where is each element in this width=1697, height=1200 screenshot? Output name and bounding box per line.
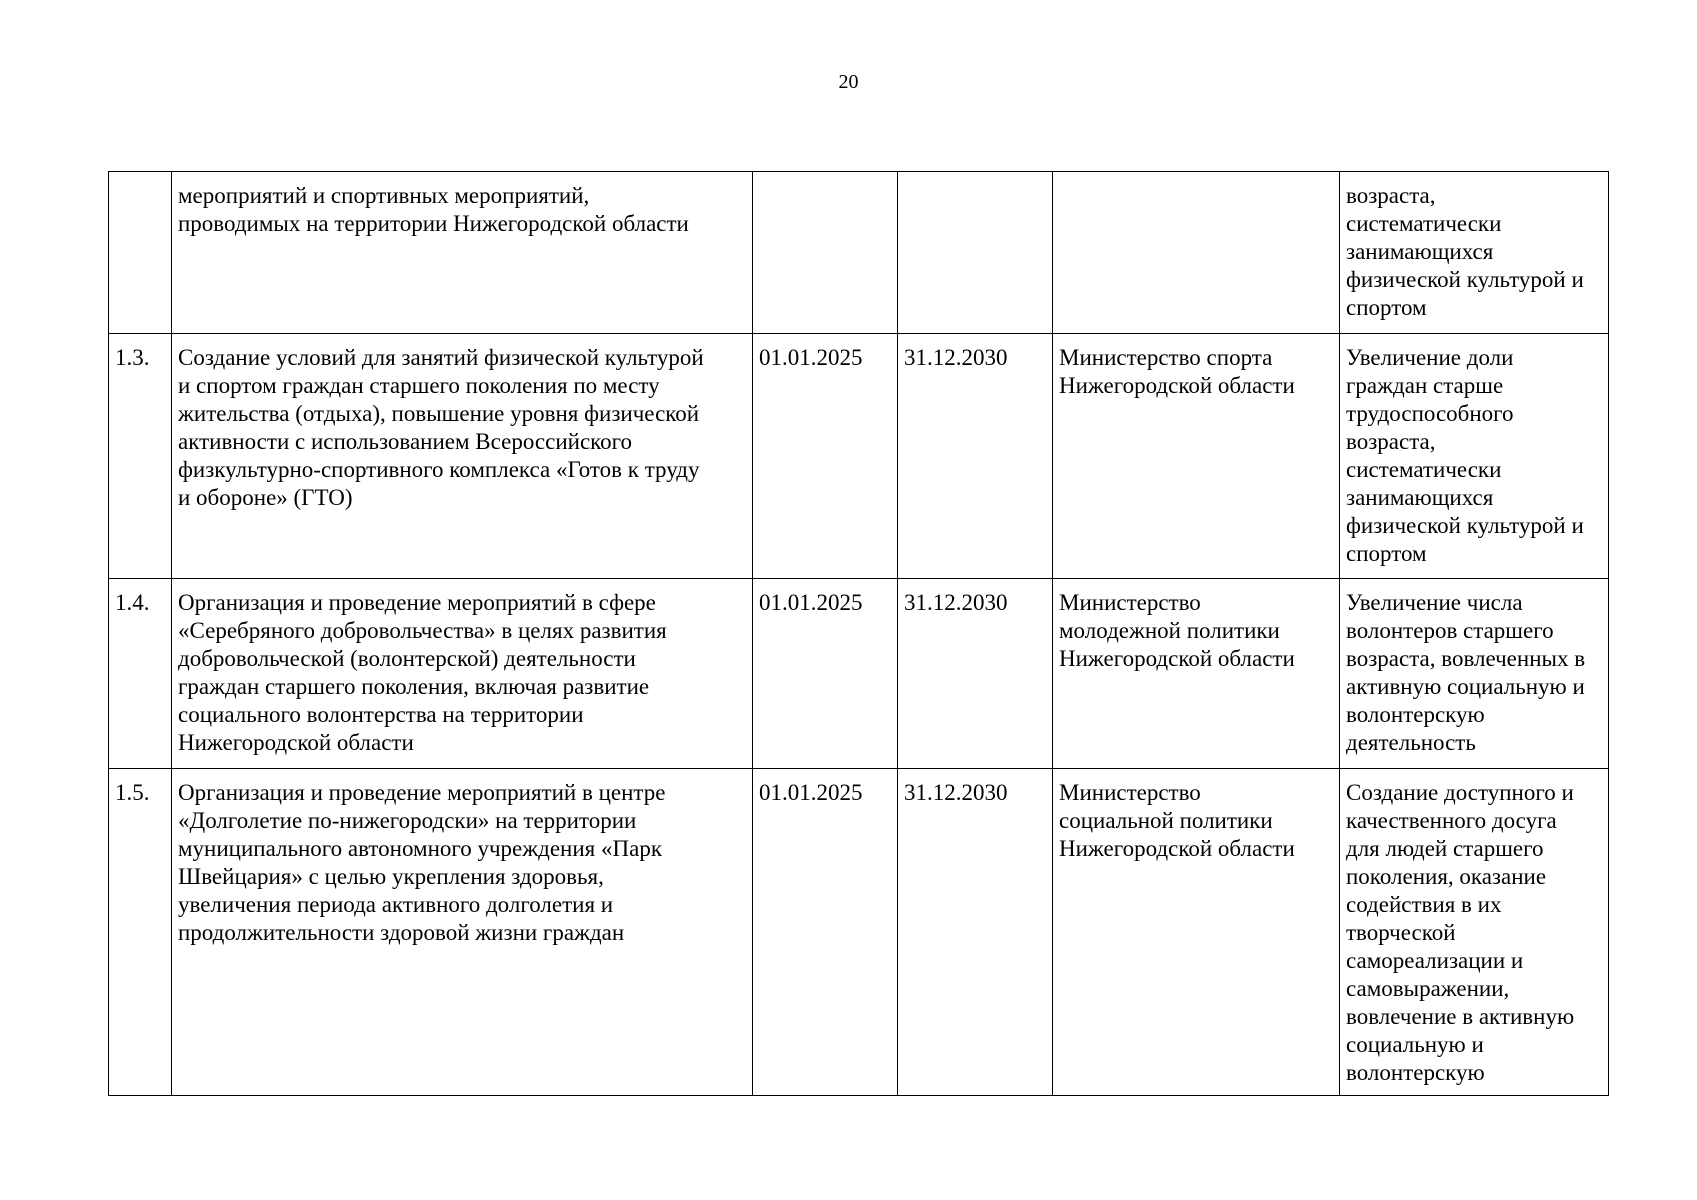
cell-result: возраста, систематически занимающихся физической культурой и спортом: [1340, 172, 1609, 334]
cell-description: Организация и проведение мероприятий в центре «Долголетие по-нижегородски» на территории муниципального автономного учреждения «Парк Швейцария» с целью укрепления здоровья, увеличения периода активного долголетия и продолжительности здоровой жизни граждан: [172, 769, 753, 1096]
page-number: 20: [838, 71, 859, 93]
cell-end-date: 31.12.2030: [898, 579, 1053, 769]
table-row: [109, 172, 1609, 334]
cell-result: Создание доступного и качественного досуга для людей старшего поколения, оказание содействия в их творческой самореализации и самовыражении, вовлечение в активную социальную и волонтерскую: [1340, 769, 1609, 1096]
cell-result: Увеличение числа волонтеров старшего возраста, вовлеченных в активную социальную и волонтерскую деятельность: [1340, 579, 1609, 769]
measures-table: [108, 171, 1609, 1096]
cell-responsible: Министерство спорта Нижегородской области: [1053, 334, 1340, 579]
table-row: [109, 334, 1609, 579]
table-row: [109, 769, 1609, 1096]
cell-result: Увеличение доли граждан старше трудоспособного возраста, систематически занимающихся физической культурой и спортом: [1340, 334, 1609, 579]
cell-start-date: 01.01.2025: [753, 334, 898, 579]
cell-end-date: [898, 172, 1053, 334]
cell-start-date: 01.01.2025: [753, 579, 898, 769]
cell-start-date: 01.01.2025: [753, 769, 898, 1096]
cell-description: Организация и проведение мероприятий в сфере «Серебряного добровольчества» в целях развития добровольческой (волонтерской) деятельности граждан старшего поколения, включая развитие социального волонтерства на территории Нижегородской области: [172, 579, 753, 769]
cell-responsible: Министерство молодежной политики Нижегородской области: [1053, 579, 1340, 769]
cell-responsible: [1053, 172, 1340, 334]
cell-number: 1.4.: [109, 579, 172, 769]
cell-number: 1.5.: [109, 769, 172, 1096]
cell-end-date: 31.12.2030: [898, 334, 1053, 579]
table-row: [109, 579, 1609, 769]
cell-description: мероприятий и спортивных мероприятий, проводимых на территории Нижегородской области: [172, 172, 753, 334]
cell-start-date: [753, 172, 898, 334]
cell-number: [109, 172, 172, 334]
cell-description: Создание условий для занятий физической культурой и спортом граждан старшего поколения по месту жительства (отдыха), повышение уровня физической активности с использованием Всероссийского физкультурно-спортивного комплекса «Готов к труду и обороне» (ГТО): [172, 334, 753, 579]
cell-number: 1.3.: [109, 334, 172, 579]
cell-end-date: 31.12.2030: [898, 769, 1053, 1096]
cell-responsible: Министерство социальной политики Нижегородской области: [1053, 769, 1340, 1096]
